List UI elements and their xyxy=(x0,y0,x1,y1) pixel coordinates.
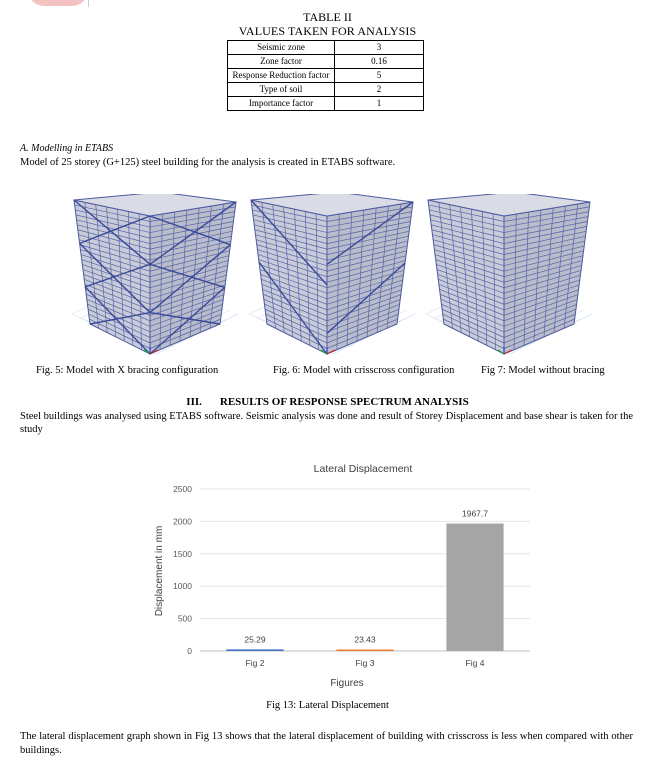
chart-y-tick-label: 1500 xyxy=(173,548,192,559)
chart-y-tick-label: 1000 xyxy=(173,581,192,592)
chart-y-ticks xyxy=(173,484,192,656)
header-logo-fragment xyxy=(28,0,88,6)
figure-x-bracing-model xyxy=(70,194,240,362)
building-model-drawing xyxy=(247,194,417,362)
table-row xyxy=(228,83,424,97)
section-3-number: III. xyxy=(186,396,202,408)
figure-7-caption: Fig 7: Model without bracing xyxy=(481,365,605,376)
table-key: Seismic zone xyxy=(228,41,335,55)
chart-bars xyxy=(226,508,503,651)
table-value: 3 xyxy=(335,41,424,55)
chart-x-ticks xyxy=(246,658,485,668)
table-value: 5 xyxy=(335,69,424,83)
chart-data-label: 23.43 xyxy=(354,634,376,645)
table-value: 2 xyxy=(335,83,424,97)
table-row xyxy=(228,97,424,111)
chart-bar xyxy=(336,649,393,651)
chart-data-label: 1967.7 xyxy=(462,508,488,519)
table-key: Response Reduction factor xyxy=(228,69,335,83)
values-table xyxy=(227,40,424,111)
chart-x-axis-label: Figures xyxy=(330,678,364,689)
chart-svg xyxy=(150,455,530,695)
chart-y-tick-label: 2500 xyxy=(173,484,192,494)
figure-crisscross-model xyxy=(247,194,417,362)
table-key: Zone factor xyxy=(228,55,335,69)
table-key: Type of soil xyxy=(228,83,335,97)
chart-x-tick-label: Fig 2 xyxy=(245,658,265,668)
conclusion-text: The lateral displacement graph shown in Fig 13 shows that the lateral displacement of building with crisscross is less when compared with other buildings. xyxy=(20,731,633,756)
table-value: 0.16 xyxy=(335,55,424,69)
chart-title: Lateral Displacement xyxy=(313,463,413,475)
building-model-drawing xyxy=(424,194,594,362)
figure-5-caption: Fig. 5: Model with X bracing configuration xyxy=(36,365,219,376)
chart-y-tick-label: 2000 xyxy=(173,516,192,527)
chart-data-label: 25.29 xyxy=(244,634,266,645)
chart-y-tick-label: 500 xyxy=(177,613,192,624)
section-3-title: RESULTS OF RESPONSE SPECTRUM ANALYSIS xyxy=(219,396,469,408)
table-key: Importance factor xyxy=(228,97,335,111)
chart-y-tick-label: 0 xyxy=(187,646,192,656)
building-model-drawing xyxy=(70,194,240,362)
table-row xyxy=(228,41,424,55)
chart-bar xyxy=(446,523,503,651)
section-a-heading: A. Modelling in ETABS xyxy=(20,143,114,154)
chart-x-tick-label: Fig 4 xyxy=(465,658,485,668)
figure-6-caption: Fig. 6: Model with crisscross configuration xyxy=(273,365,455,376)
chart-x-tick-label: Fig 3 xyxy=(355,658,375,668)
section-a-text: Model of 25 storey (G+125) steel building for the analysis is created in ETABS software. xyxy=(20,157,396,168)
table-row xyxy=(228,55,424,69)
header-divider xyxy=(88,0,89,7)
chart-y-axis-label: Displacement in mm xyxy=(154,525,165,617)
figure-no-bracing-model xyxy=(424,194,594,362)
chart-caption: Fig 13: Lateral Displacement xyxy=(266,700,389,711)
table-row xyxy=(228,69,424,83)
chart-bar xyxy=(226,649,283,651)
lateral-displacement-chart xyxy=(150,455,530,695)
table-title: TABLE II xyxy=(303,10,352,24)
table-subtitle: VALUES TAKEN FOR ANALYSIS xyxy=(238,24,417,38)
section-3-heading xyxy=(0,396,655,408)
table-value: 1 xyxy=(335,97,424,111)
section-3-text: Steel buildings was analysed using ETABS software. Seismic analysis was done and result of Storey Displacement and base shear is taken for the study xyxy=(20,411,633,435)
